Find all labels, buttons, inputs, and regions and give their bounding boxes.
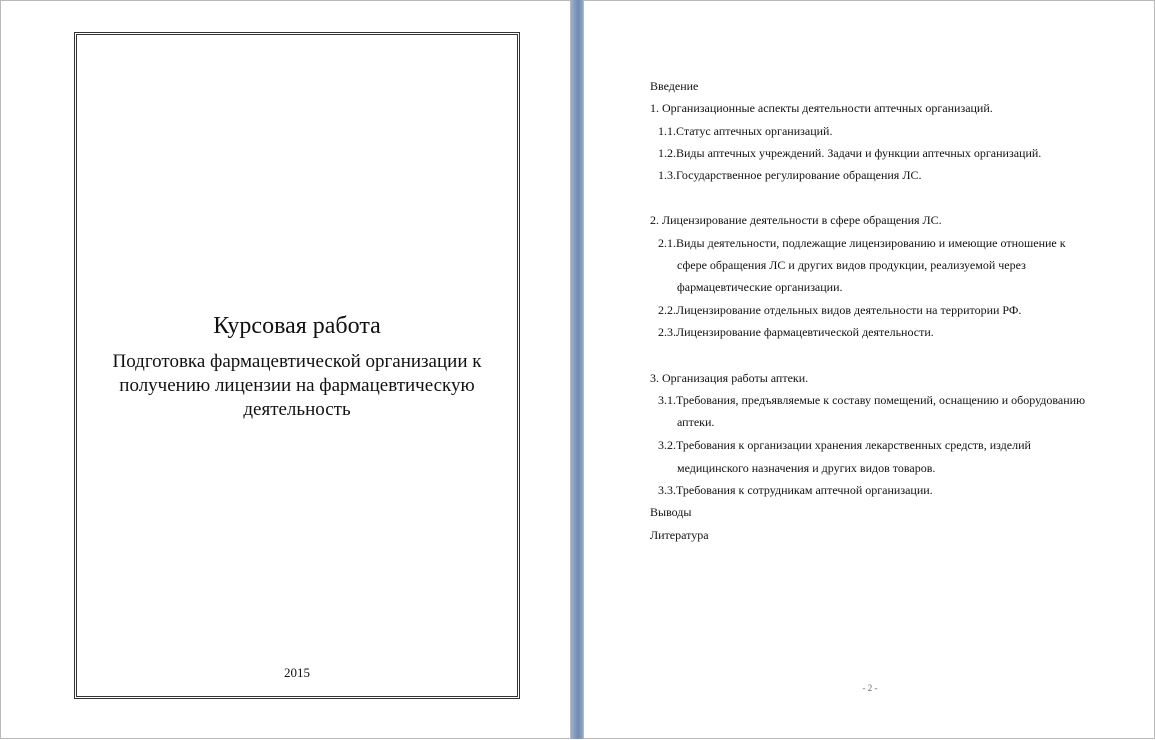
toc-item-intro: Введение [650, 79, 699, 93]
cover-frame [74, 32, 520, 699]
cover-title: Курсовая работа [213, 313, 381, 339]
toc-item-literature: Литература [650, 528, 709, 542]
toc-item-2-1: 2.1.Виды деятельности, подлежащие лицензированию и имеющие отношение к [658, 236, 1066, 250]
toc-item-2-1-continued: фармацевтические организации. [677, 280, 843, 294]
page-2 [583, 0, 1155, 739]
toc-item-3-3: 3.3.Требования к сотрудникам аптечной организации. [658, 483, 933, 497]
toc-item-section-3: 3. Организация работы аптеки. [650, 371, 809, 385]
toc-item-1-3: 1.3.Государственное регулирование обращения ЛС. [658, 168, 922, 182]
page-1 [0, 0, 571, 739]
toc-item-3-1-continued: аптеки. [677, 415, 715, 429]
toc-item-3-1: 3.1.Требования, предъявляемые к составу помещений, оснащению и оборудованию [658, 393, 1086, 407]
toc-item-3-2-continued: медицинского назначения и других видов товаров. [677, 461, 936, 475]
page-number: - 2 - [862, 683, 878, 693]
cover-subtitle: Подготовка фармацевтической организации к получению лицензии на фармацевтическую деятельность [112, 351, 482, 420]
cover-year: 2015 [284, 665, 310, 680]
toc-item-2-1-continued: сфере обращения ЛС и других видов продукции, реализуемой через [677, 258, 1026, 272]
table-of-contents [584, 1, 1155, 740]
toc-item-1-2: 1.2.Виды аптечных учреждений. Задачи и функции аптечных организаций. [658, 146, 1042, 160]
toc-item-1-1: 1.1.Статус аптечных организаций. [658, 124, 833, 138]
toc-item-2-3: 2.3.Лицензирование фармацевтической деятельности. [658, 325, 934, 339]
toc-item-conclusions: Выводы [650, 505, 692, 519]
toc-item-section-1: 1. Организационные аспекты деятельности аптечных организаций. [650, 101, 993, 115]
toc-item-3-2: 3.2.Требования к организации хранения лекарственных средств, изделий [658, 438, 1031, 452]
toc-item-section-2: 2. Лицензирование деятельности в сфере обращения ЛС. [650, 213, 942, 227]
page-gutter [571, 0, 583, 739]
toc-item-2-2: 2.2.Лицензирование отдельных видов деятельности на территории РФ. [658, 303, 1022, 317]
